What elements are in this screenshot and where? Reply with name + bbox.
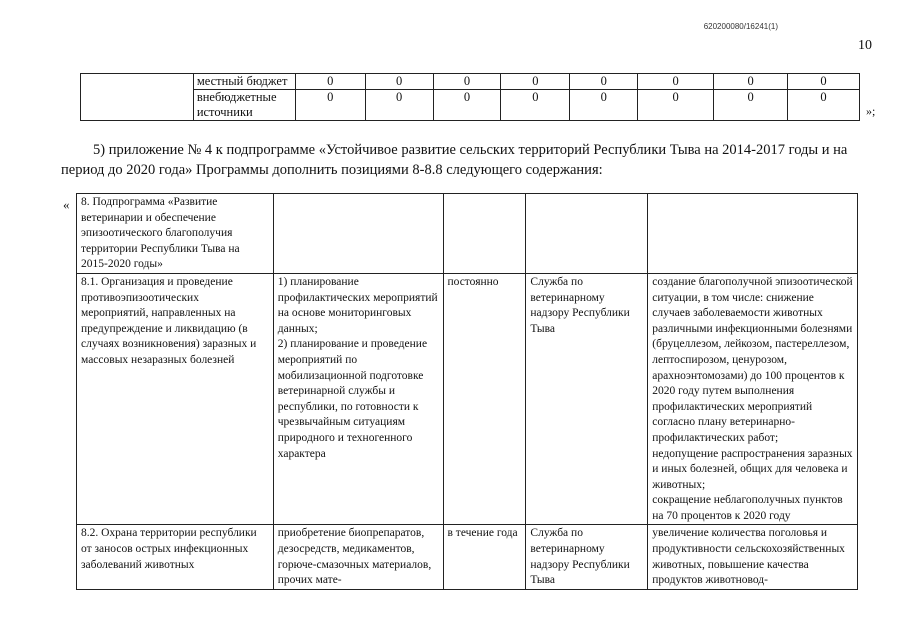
document-id: 620200080/16241(1)	[703, 22, 778, 31]
table-row	[81, 74, 860, 90]
value-cell: 0	[638, 74, 714, 90]
result-cell: увеличение количества поголовья и продуктивности сельскохозяйственных животных, повышение качества продуктов животновод-	[648, 525, 858, 589]
term-cell: в течение года	[443, 525, 526, 589]
term-cell	[443, 194, 526, 274]
executor-cell: Служба по ветеринарному надзору Республики Тыва	[526, 525, 648, 589]
measures-table	[76, 193, 858, 590]
value-cell: 0	[433, 90, 501, 121]
executor-cell	[526, 194, 648, 274]
table-row	[81, 90, 860, 121]
page-number: 10	[858, 38, 872, 53]
value-cell: 0	[788, 74, 860, 90]
value-cell: 0	[295, 74, 365, 90]
item-title-cell: 8.1. Организация и проведение противоэпизоотических мероприятий, направленных на предупреждение и ликвидацию (в случаях возникновения) заразных и массовых незаразных болезней	[77, 273, 274, 525]
value-cell: 0	[714, 74, 788, 90]
measures-cell	[273, 194, 443, 274]
budget-table	[80, 73, 860, 121]
value-cell: 0	[788, 90, 860, 121]
value-cell: 0	[570, 90, 638, 121]
table-row	[77, 273, 858, 525]
row-label: внебюджетные источники	[193, 90, 295, 121]
measures-cell: приобретение биопрепаратов, дезосредств, медикаментов, горюче-смазочных материалов, прочих мате-	[273, 525, 443, 589]
table-row	[77, 525, 858, 589]
measures-cell: 1) планирование профилактических мероприятий на основе мониторинговых данных; 2) планирование и проведение мероприятий по мобилизационной подготовке ветеринарной службы и республики, по готовности к чрезвычайным ситуациям природного и техногенного характера	[273, 273, 443, 525]
opening-quote-mark: «	[63, 197, 70, 212]
value-cell: 0	[365, 90, 433, 121]
value-cell: 0	[501, 90, 570, 121]
result-cell: создание благополучной эпизоотической ситуации, в том числе: снижение случаев заболеваемости животных различными инфекционными болезнями (бруцеллезом, лейкозом, пастереллезом, лептоспирозом, ценурозом, арахноэнтомозами) до 100 процентов к 2020 году путем выполнения профилактических мероприятий согласно плану ветеринарно-профилактических работ; недопущение распространения заразных и иных болезней, общих для человека и животных; сокращение неблагополучных пунктов на 70 процентов к 2020 году	[648, 273, 858, 525]
value-cell: 0	[714, 90, 788, 121]
row-label: местный бюджет	[193, 74, 295, 90]
amendment-paragraph	[61, 140, 881, 180]
section-heading-cell: 8. Подпрограмма «Развитие ветеринарии и обеспечение эпизоотического благополучия территории Республики Тыва на 2015-2020 годы»	[77, 194, 274, 274]
table-row	[77, 194, 858, 274]
term-cell: постоянно	[443, 273, 526, 525]
value-cell: 0	[570, 74, 638, 90]
value-cell: 0	[501, 74, 570, 90]
executor-cell: Служба по ветеринарному надзору Республики Тыва	[526, 273, 648, 525]
result-cell	[648, 194, 858, 274]
item-title-cell: 8.2. Охрана территории республики от заносов острых инфекционных заболеваний животных	[77, 525, 274, 589]
value-cell: 0	[365, 74, 433, 90]
value-cell: 0	[433, 74, 501, 90]
empty-cell	[81, 74, 194, 121]
closing-quote-mark: »;	[866, 104, 876, 118]
amendment-text: 5) приложение № 4 к подпрограмме «Устойчивое развитие сельских территорий Республики Тыва на 2014-2017 годы и на период до 2020 года» Программы дополнить позициями 8-8.8 следующего содержания:	[61, 142, 848, 178]
value-cell: 0	[295, 90, 365, 121]
value-cell: 0	[638, 90, 714, 121]
